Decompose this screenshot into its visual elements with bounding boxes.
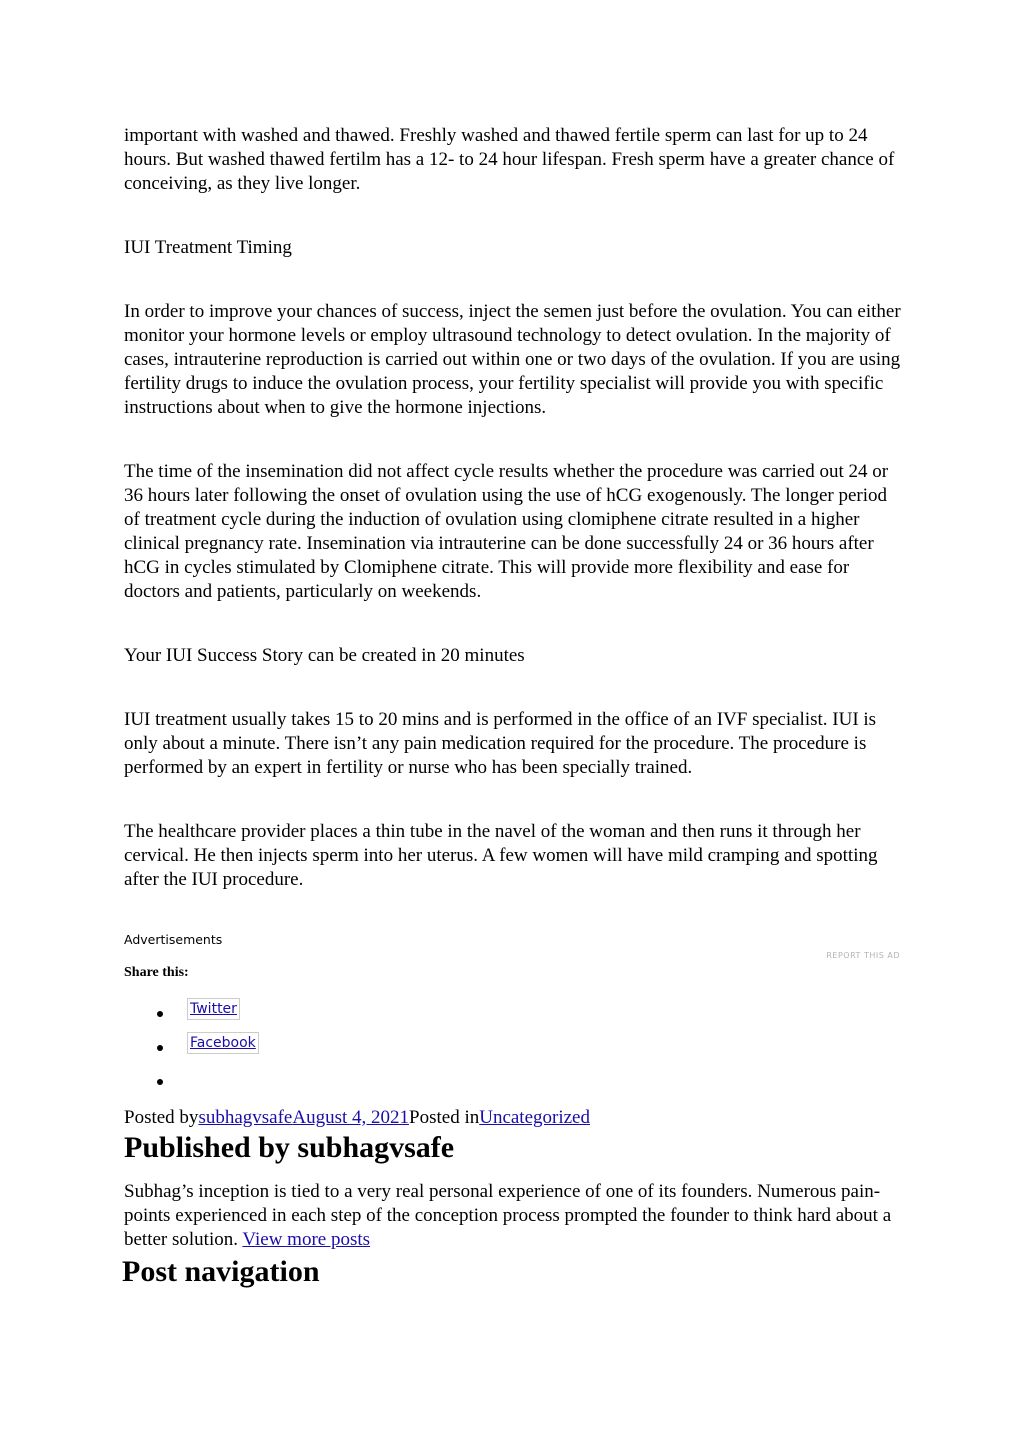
category-link[interactable]: Uncategorized — [479, 1107, 590, 1128]
share-item-empty — [124, 1070, 904, 1104]
section-heading-timing: IUI Treatment Timing — [124, 237, 292, 258]
bullet-icon — [157, 1011, 163, 1017]
author-bio-text: Subhag’s inception is tied to a very real personal experience of one of its founders. Numerous pain-points experienced in each step of the conception process prompted the founder to think hard about a better solution. — [124, 1181, 892, 1250]
share-facebook-button[interactable]: Facebook — [187, 1032, 259, 1054]
share-item-twitter — [124, 1002, 904, 1036]
posted-in-prefix: Posted in — [409, 1107, 480, 1128]
view-more-posts-link[interactable]: View more posts — [242, 1229, 371, 1250]
article-content — [124, 124, 904, 1290]
share-label: Share this: — [124, 965, 189, 980]
post-navigation-heading: Post navigation — [122, 1255, 320, 1288]
author-heading: Published by subhagvsafe — [124, 1131, 455, 1164]
posted-by-prefix: Posted by — [124, 1107, 199, 1128]
article-paragraph: important with washed and thawed. Freshly washed and thawed fertile sperm can last for up to 24 hours. But washed thawed fertilm has a 12- to 24 hour lifespan. Fresh sperm have a greater chance of conceiving, as they live longer. — [124, 125, 895, 194]
article-paragraph: IUI treatment usually takes 15 to 20 mins and is performed in the office of an IVF specialist. IUI is only about a minute. There isn’t any pain medication required for the procedure. The procedure is performed by an expert in fertility or nurse who has been specially trained. — [124, 709, 877, 778]
post-meta — [124, 1106, 904, 1130]
bullet-icon — [157, 1079, 163, 1085]
article-paragraph: The time of the insemination did not affect cycle results whether the procedure was carried out 24 or 36 hours later following the onset of ovulation using the use of hCG exogenously. The longer period of treatment cycle during the induction of ovulation using clomiphene citrate resulted in a higher clinical pregnancy rate. Insemination via intrauterine can be done successfully 24 or 36 hours after hCG in cycles stimulated by Clomiphene citrate. This will provide more flexibility and ease for doctors and patients, particularly on weekends. — [124, 461, 889, 602]
section-heading-success: Your IUI Success Story can be created in 20 minutes — [124, 645, 525, 666]
author-bio — [124, 1180, 904, 1252]
article-paragraph: The healthcare provider places a thin tube in the navel of the woman and then runs it through her cervical. He then injects sperm into her uterus. A few women will have mild cramping and spotting after the IUI procedure. — [124, 821, 878, 890]
share-list — [124, 1002, 904, 1104]
report-ad-link[interactable]: REPORT THIS AD — [826, 951, 900, 960]
date-link[interactable]: August 4, 2021 — [292, 1107, 410, 1128]
bullet-icon — [157, 1045, 163, 1051]
share-twitter-button[interactable]: Twitter — [187, 998, 240, 1020]
advertisements-label: Advertisements — [124, 932, 223, 947]
author-link[interactable]: subhagvsafe — [198, 1107, 293, 1128]
article-paragraph: In order to improve your chances of success, inject the semen just before the ovulation. You can either monitor your hormone levels or employ ultrasound technology to detect ovulation. In the majority of cases, intrauterine reproduction is carried out within one or two days of the ovulation. If you are using fertility drugs to induce the ovulation process, your fertility specialist will provide you with specific instructions about when to give the hormone injections. — [124, 301, 901, 418]
share-item-facebook — [124, 1036, 904, 1070]
